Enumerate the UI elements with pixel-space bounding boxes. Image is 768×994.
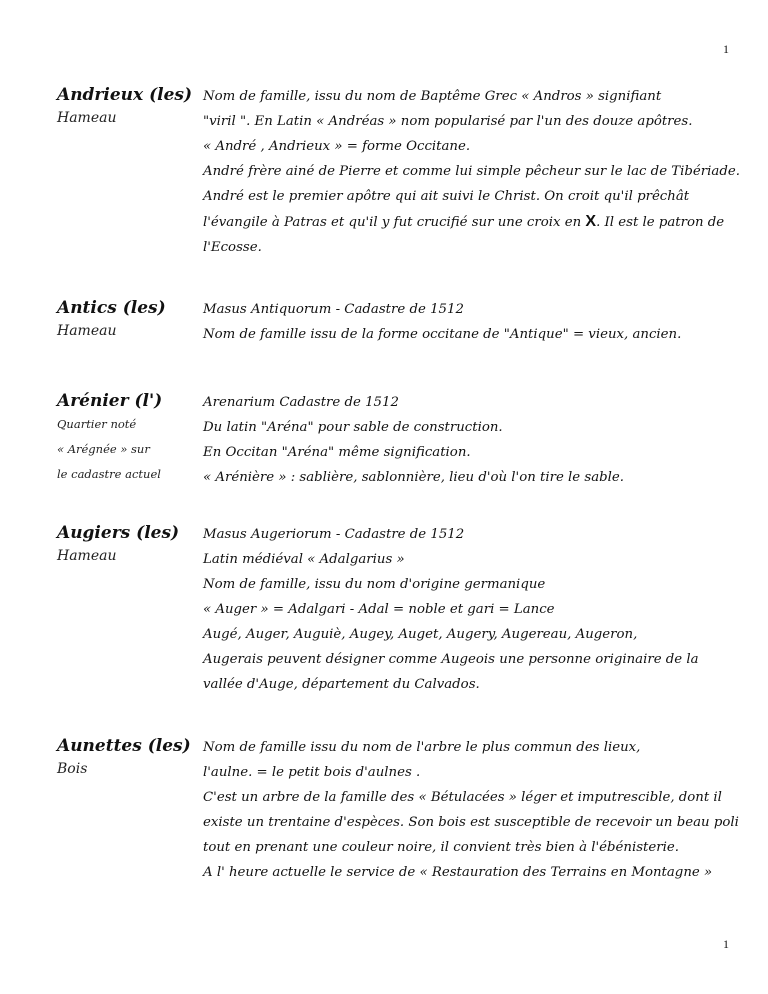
cross-symbol: X <box>585 213 597 230</box>
place-type: Bois <box>57 761 88 777</box>
place-type: le cadastre actuel <box>57 467 161 481</box>
description-line: Masus Antiquorum - Cadastre de 1512 <box>203 302 464 317</box>
place-name: Aunettes (les) <box>57 736 191 756</box>
place-type: Hameau <box>57 110 117 126</box>
entry-term <box>57 522 197 569</box>
description-line <box>203 209 753 235</box>
place-type: « Arégnée » sur <box>57 442 150 456</box>
page-number-top: 1 <box>723 42 729 56</box>
entry-term <box>57 735 197 782</box>
description-line: Latin médiéval « Adalgarius » <box>203 552 405 567</box>
description-line: existe un trentaine d'espèces. Son bois est susceptible de recevoir un beau poli <box>203 815 739 830</box>
place-name: Augiers (les) <box>57 523 180 543</box>
description-line: Masus Augeriorum - Cadastre de 1512 <box>203 527 465 542</box>
description-line: Nom de famille issu de la forme occitane de "Antique" = vieux, ancien. <box>203 327 682 342</box>
description-line: André est le premier apôtre qui ait suivi le Christ. On croit qu'il prêchât <box>203 189 690 204</box>
description-line: tout en prenant une couleur noire, il convient très bien à l'ébénisterie. <box>203 840 679 855</box>
place-name: Andrieux (les) <box>57 85 193 105</box>
entry-term <box>57 297 197 344</box>
description-line: Nom de famille, issu du nom d'origine germanique <box>203 577 546 592</box>
entry-term <box>57 84 197 131</box>
entry-description <box>203 297 753 347</box>
description-line: "viril ". En Latin « Andréas » nom popularisé par l'un des douze apôtres. <box>203 114 693 129</box>
description-line: Arenarium Cadastre de 1512 <box>203 395 399 410</box>
entry-description <box>203 735 753 885</box>
entry-term <box>57 390 197 487</box>
entry-description <box>203 522 753 697</box>
description-line: « Auger » = Adalgari - Adal = noble et gari = Lance <box>203 602 555 617</box>
description-text: . Il est le patron de <box>596 215 725 230</box>
description-line: C'est un arbre de la famille des « Bétulacées » léger et imputrescible, dont il <box>203 790 722 805</box>
description-line: « Arénière » : sablière, sablonnière, lieu d'où l'on tire le sable. <box>203 470 625 485</box>
place-type: Hameau <box>57 323 117 339</box>
description-line: Nom de famille issu du nom de l'arbre le plus commun des lieux, <box>203 740 641 755</box>
description-line: « André , Andrieux » = forme Occitane. <box>203 139 471 154</box>
entry-description <box>203 84 753 260</box>
description-line: Augerais peuvent désigner comme Augeois une personne originaire de la <box>203 652 699 667</box>
description-line: vallée d'Auge, département du Calvados. <box>203 677 480 692</box>
description-line: Nom de famille, issu du nom de Baptême Grec « Andros » signifiant <box>203 89 662 104</box>
page-number-bottom: 1 <box>723 937 729 951</box>
description-line: Du latin "Aréna" pour sable de construction. <box>203 420 503 435</box>
entry-description <box>203 390 753 490</box>
description-line: Augé, Auger, Auguiè, Augey, Auget, Augery, Augereau, Augeron, <box>203 627 638 642</box>
place-name: Arénier (l') <box>57 391 163 411</box>
description-line: l'Ecosse. <box>203 240 262 255</box>
description-line: A l' heure actuelle le service de « Restauration des Terrains en Montagne » <box>203 865 713 880</box>
place-type: Hameau <box>57 548 117 564</box>
place-type: Quartier noté <box>57 417 137 431</box>
description-line: En Occitan "Aréna" même signification. <box>203 445 471 460</box>
description-line: l'aulne. = le petit bois d'aulnes . <box>203 765 421 780</box>
description-text: l'évangile à Patras et qu'il y fut crucifié sur une croix en <box>203 215 582 230</box>
description-line: André frère ainé de Pierre et comme lui simple pêcheur sur le lac de Tibériade. <box>203 164 740 179</box>
place-name: Antics (les) <box>57 298 166 318</box>
